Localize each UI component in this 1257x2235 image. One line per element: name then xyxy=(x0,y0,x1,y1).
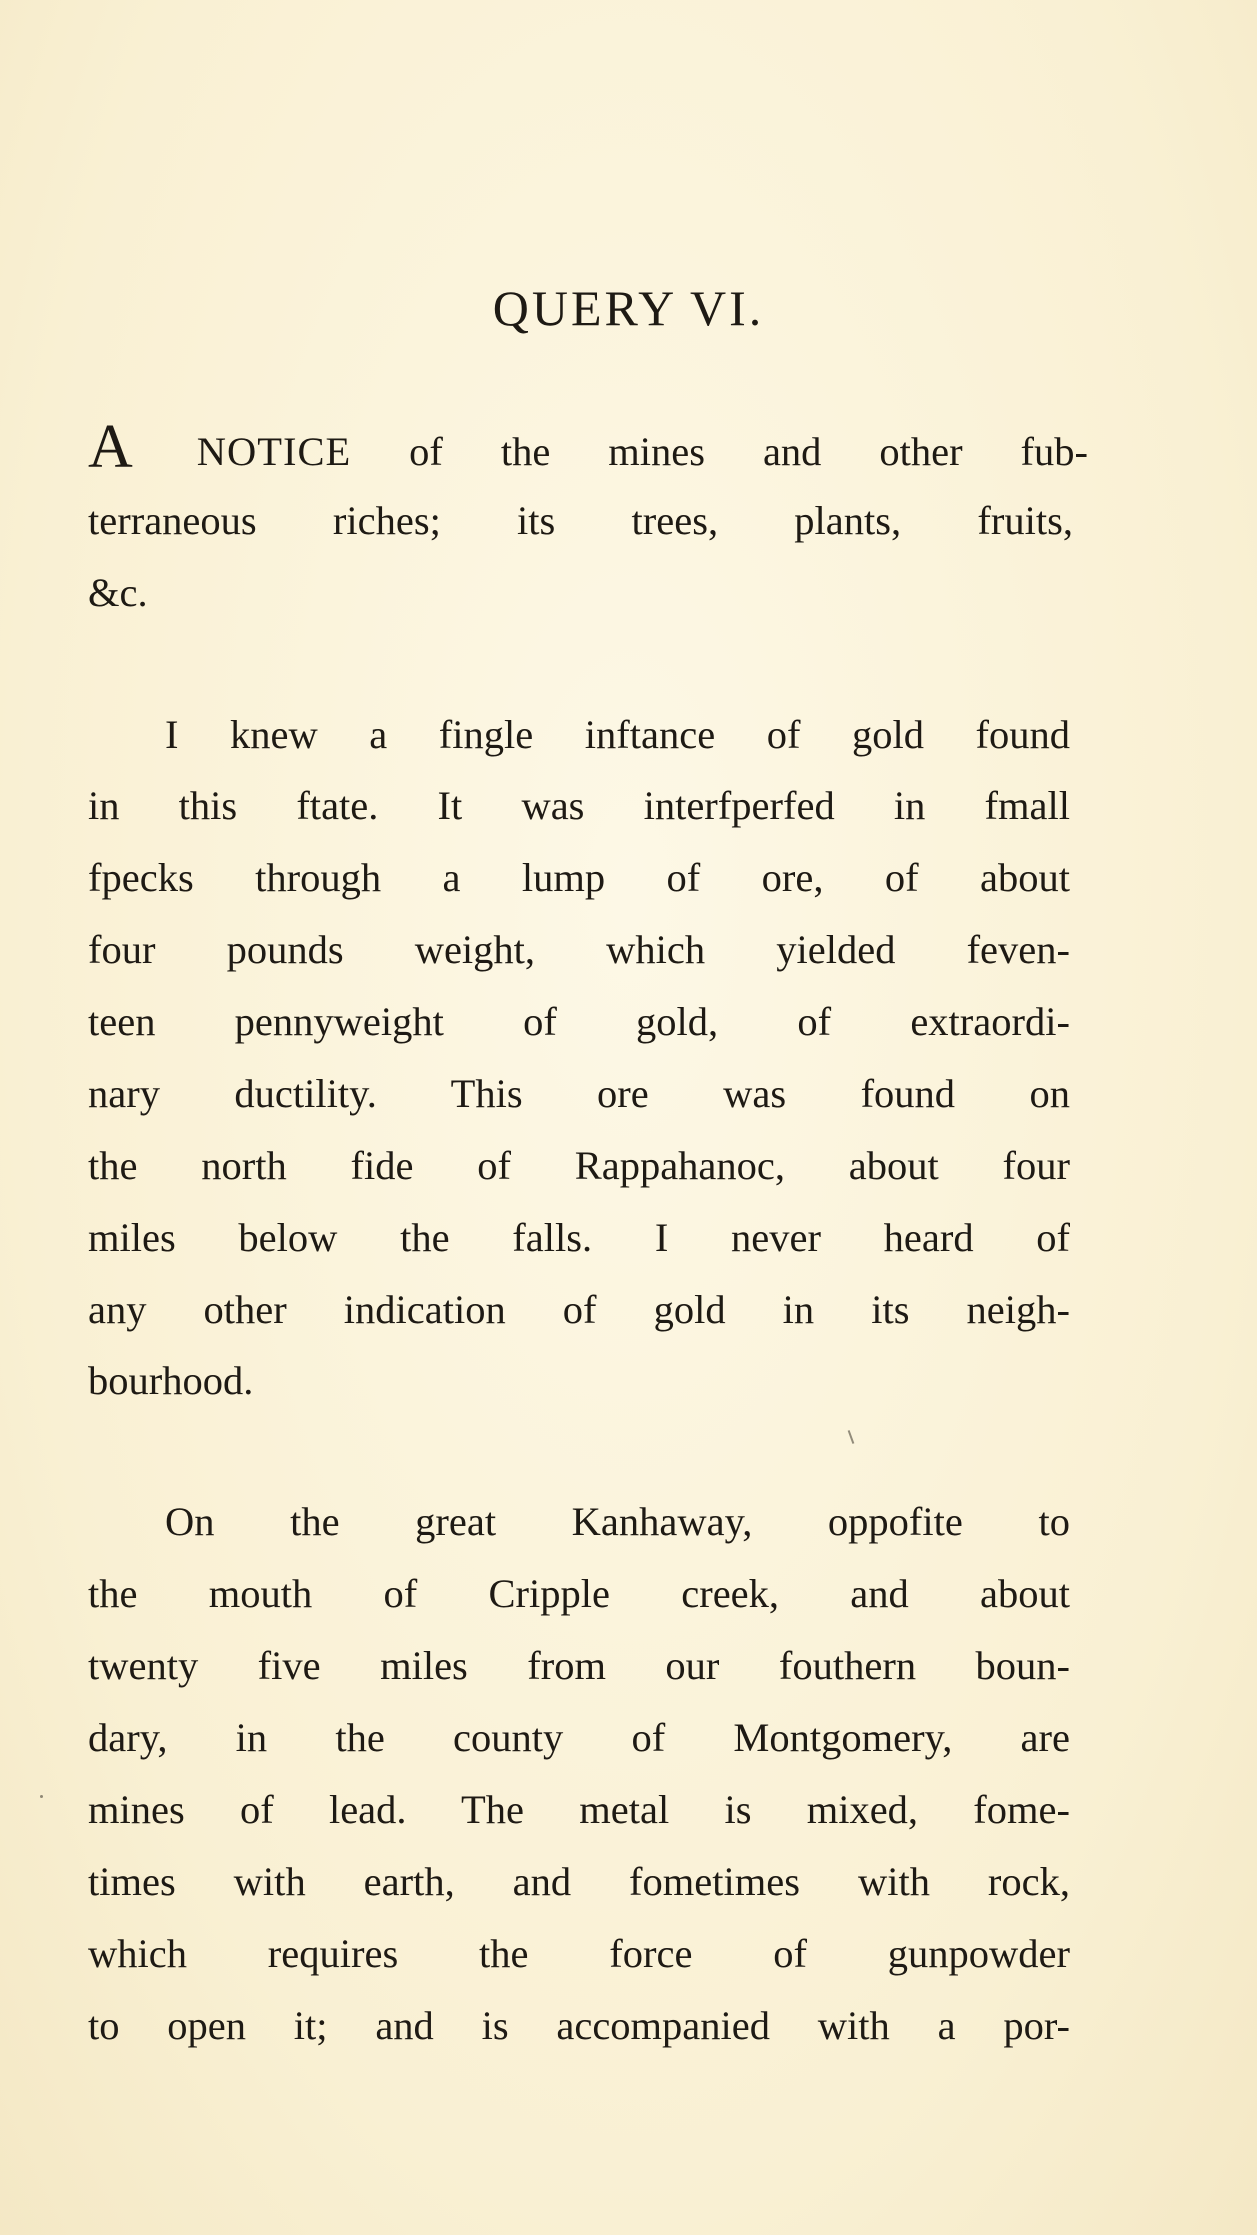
intro-line-3: &c. xyxy=(88,570,148,615)
p2-line-5: mines of lead. The metal is mixed, fome- xyxy=(88,1787,1070,1832)
intro-line-2: terraneous riches; its trees, plants, fruits, xyxy=(88,498,1073,543)
p2-line-3: twenty five miles from our fouthern boun- xyxy=(88,1643,1070,1688)
paper-mark xyxy=(40,1795,43,1798)
p1-line-1: I knew a fingle inftance of gold found xyxy=(165,712,1070,757)
paper-mark xyxy=(848,1430,855,1444)
p1-line-10: bourhood. xyxy=(88,1358,254,1403)
intro-first-word: NOTICE xyxy=(196,429,352,474)
p2-line-7: which requires the force of gunpowder xyxy=(88,1931,1070,1976)
p1-line-7: the north fide of Rappahanoc, about four xyxy=(88,1143,1070,1188)
p2-line-1: On the great Kanhaway, oppofite to xyxy=(165,1499,1070,1544)
p1-line-6: nary ductility. This ore was found on xyxy=(88,1071,1070,1116)
p1-line-3: fpecks through a lump of ore, of about xyxy=(88,855,1070,900)
p1-line-4: four pounds weight, which yielded feven- xyxy=(88,927,1070,972)
intro-line-1-rest: of the mines and other fub- xyxy=(409,429,1089,474)
intro-line-1 xyxy=(88,413,1089,481)
p2-line-6: times with earth, and fometimes with rock, xyxy=(88,1859,1070,1904)
drop-cap: A xyxy=(88,413,133,481)
p1-line-8: miles below the falls. I never heard of xyxy=(88,1215,1070,1260)
p2-line-2: the mouth of Cripple creek, and about xyxy=(88,1571,1070,1616)
p1-line-2: in this ftate. It was interfperfed in fmall xyxy=(88,783,1070,828)
p1-line-5: teen pennyweight of gold, of extraordi- xyxy=(88,999,1070,1044)
p2-line-4: dary, in the county of Montgomery, are xyxy=(88,1715,1070,1760)
page-heading: QUERY VI. xyxy=(492,280,765,336)
p1-line-9: any other indication of gold in its neigh- xyxy=(88,1287,1070,1332)
p2-line-8: to open it; and is accompanied with a por- xyxy=(88,2003,1070,2048)
